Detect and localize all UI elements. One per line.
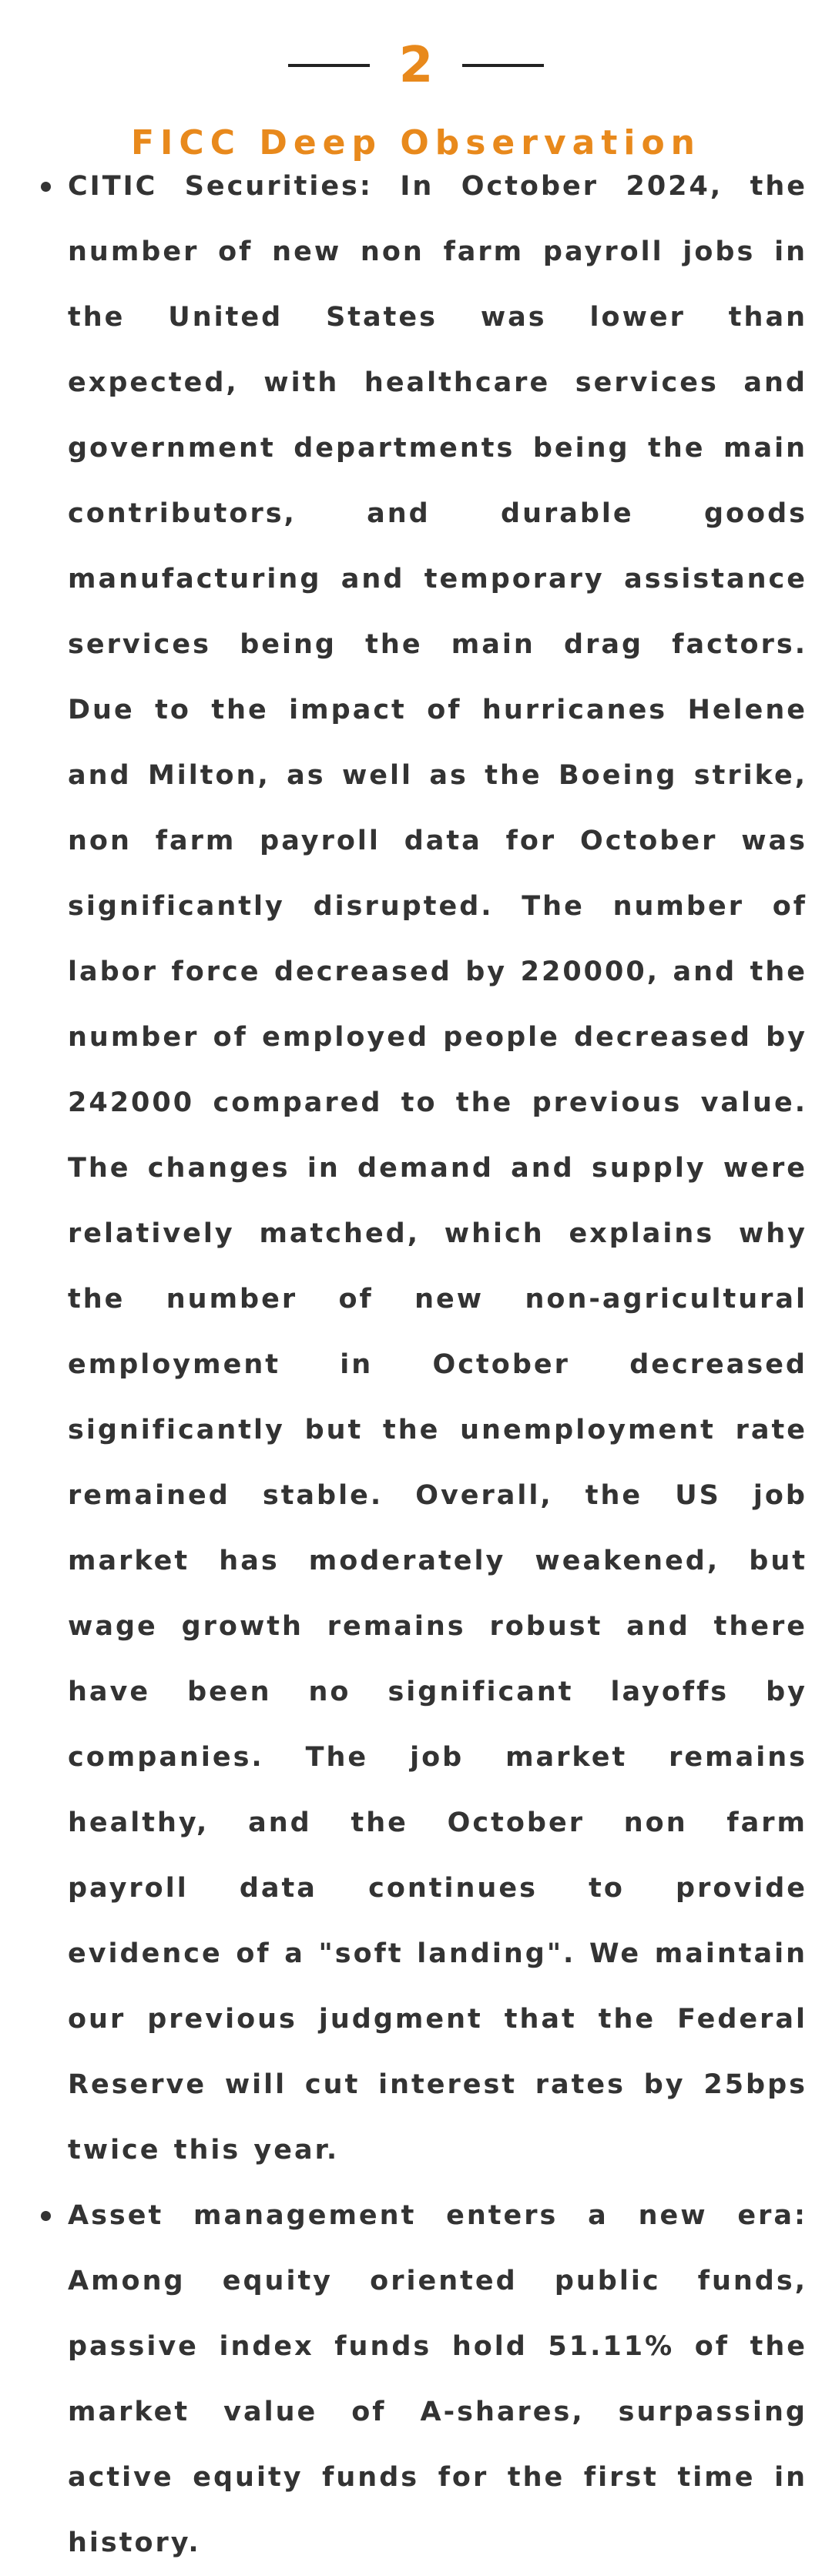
bullet-item-asset-management [0,2183,832,2576]
bullet-text: CITIC Securities: In October 2024, the number of new non farm payroll jobs in the United States was lower than expected, with healthcare services and government departments being the main contributors, and durable goods manufacturing and temporary assistance services being the main drag factors. Due to the impact of hurricanes Helene and Milton, as well as the Boeing strike, non farm payroll data for October was significantly disrupted. The number of labor force decreased by 220000, and the number of employed people decreased by 242000 compared to the previous value. The changes in demand and supply were relatively matched, which explains why the number of new non-agricultural employment in October decreased significantly but the unemployment rate remained stable. Overall, the US job market has moderately weakened, but wage growth remains robust and there have been no significant layoffs by companies. The job market remains healthy, and the October non farm payroll data continues to provide evidence of a "soft landing". We maintain our previous judgment that the Federal Reserve will cut interest rates by 25bps twice this year. [68,171,807,2166]
bullet-dot-icon [41,182,51,192]
article-content [0,154,832,2576]
section-number: 2 [398,37,434,94]
section-number-row [0,31,832,100]
bullet-dot-icon [41,2211,51,2221]
bullet-list [0,154,832,2576]
bullet-item-citic-securities [0,154,832,2183]
section-header [0,31,832,165]
section-title: FICC Deep Observation [130,123,702,162]
left-divider-line [288,64,370,67]
bullet-text: Asset management enters a new era: Among equity oriented public funds, passive index funds hold 51.11% of the market value of A-shares, surpassing active equity funds for the first time in history. [68,2200,807,2558]
right-divider-line [462,64,544,67]
